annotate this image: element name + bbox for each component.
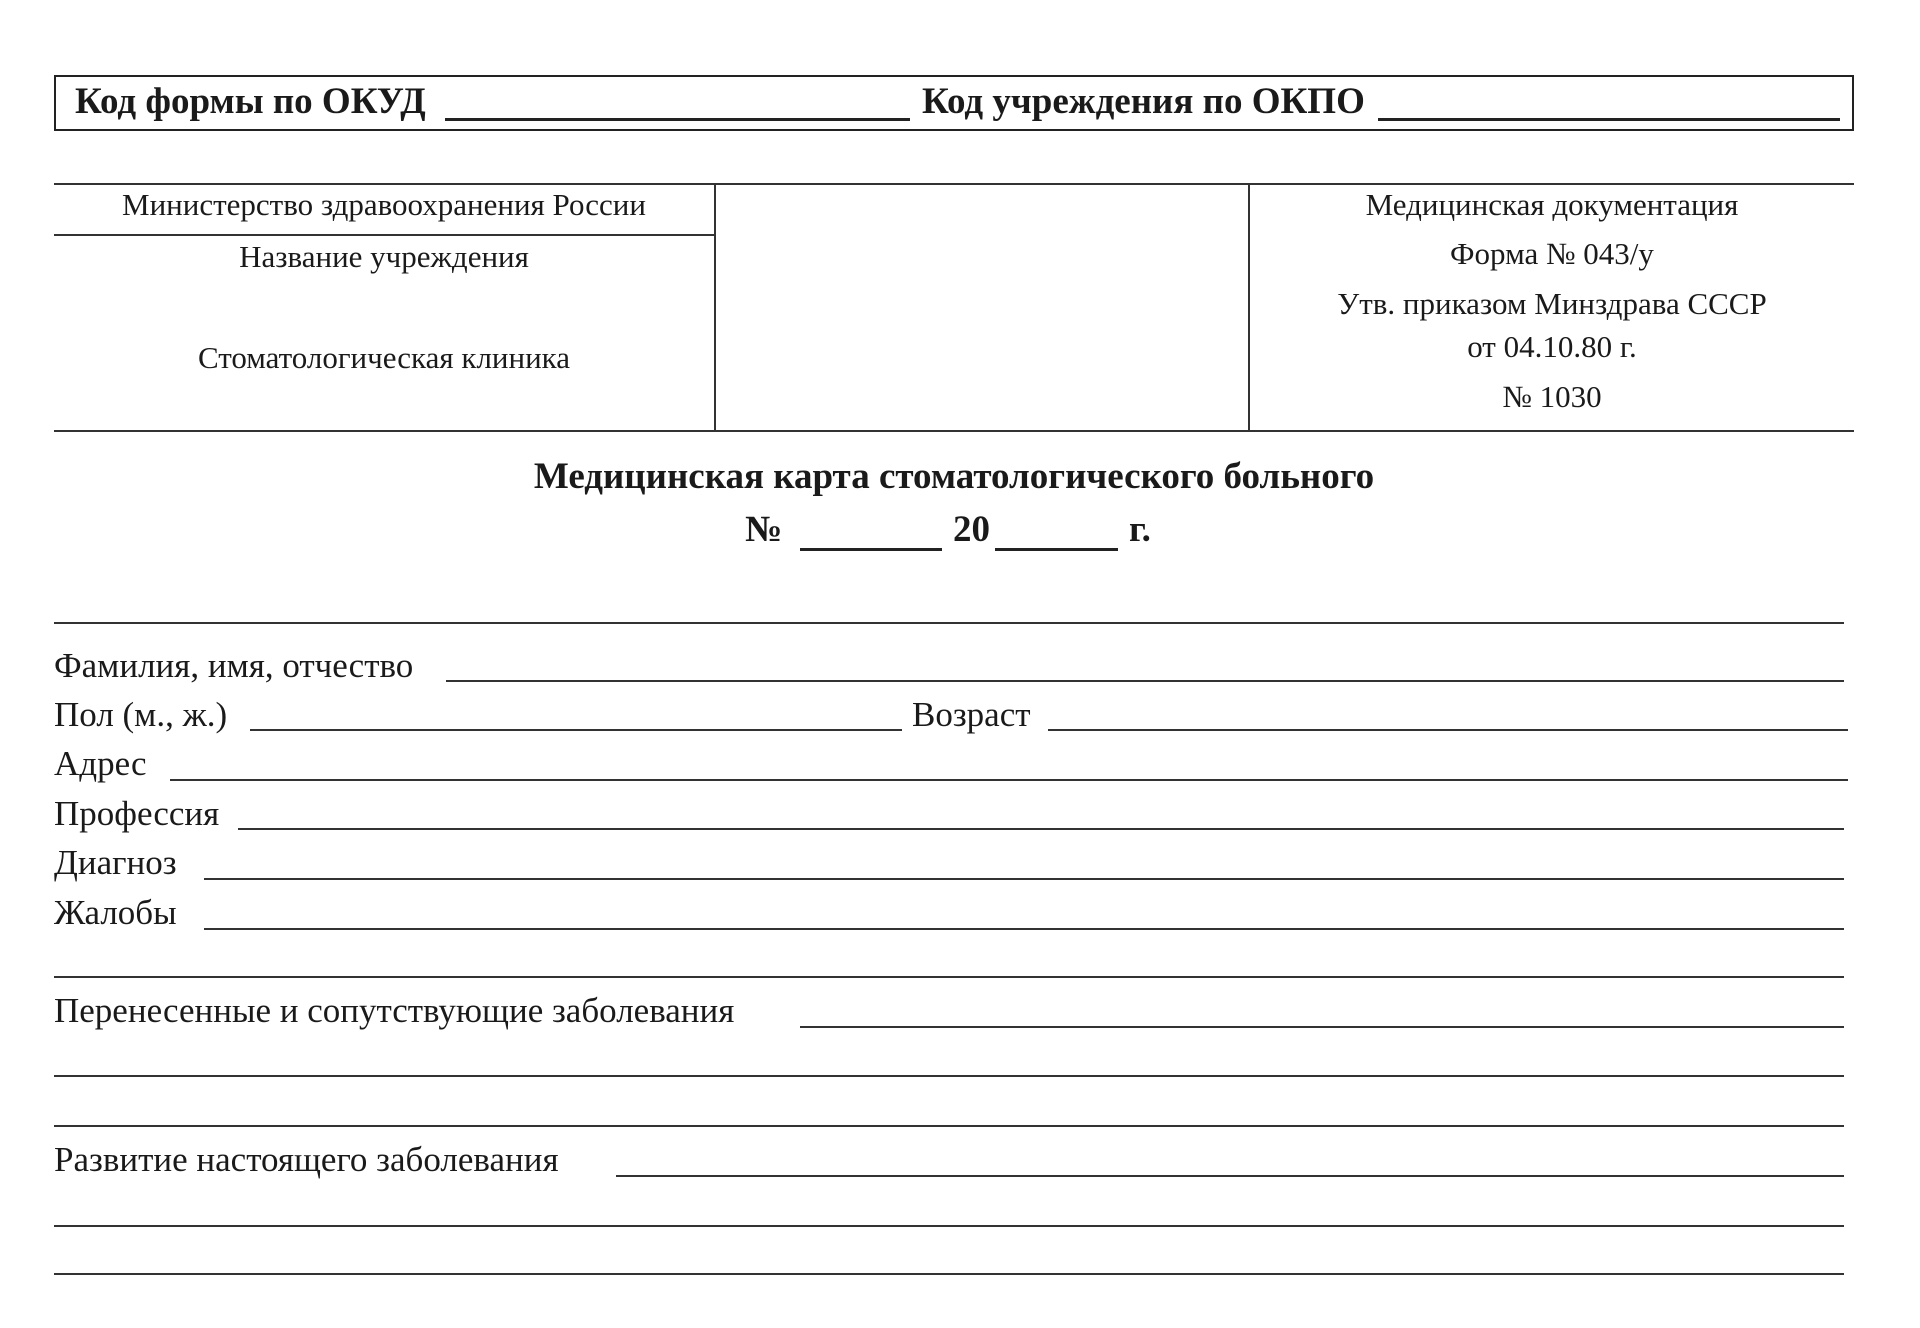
year-suffix: г. bbox=[1129, 509, 1151, 550]
address-label: Адрес bbox=[54, 744, 147, 783]
institution-name-value: Стоматологическая клиника bbox=[197, 340, 571, 375]
page-title: Медицинская карта стоматологического больного bbox=[533, 456, 1375, 497]
med-doc-text: Медицинская документация bbox=[1365, 187, 1739, 222]
year-prefix: 20 bbox=[953, 509, 990, 550]
past-diseases-continuation-line-2[interactable] bbox=[54, 1125, 1844, 1127]
complaints-input-line[interactable] bbox=[204, 928, 1844, 930]
profession-label: Профессия bbox=[54, 794, 220, 833]
okud-label: Код формы по ОКУД bbox=[75, 81, 426, 122]
order-number: № 1030 bbox=[1502, 379, 1602, 414]
past-diseases-label: Перенесенные и сопутствующие заболевания bbox=[54, 991, 735, 1030]
current-disease-input-line[interactable] bbox=[616, 1175, 1844, 1177]
profession-input-line[interactable] bbox=[238, 828, 1844, 830]
diagnosis-label: Диагноз bbox=[54, 843, 177, 882]
okud-input-line[interactable] bbox=[445, 118, 910, 121]
approved-line-1: Утв. приказом Минздрава СССР bbox=[1337, 286, 1767, 321]
okpo-label: Код учреждения по ОКПО bbox=[922, 81, 1365, 122]
approved-line-2: от 04.10.80 г. bbox=[1467, 329, 1637, 364]
okpo-input-line[interactable] bbox=[1378, 118, 1840, 121]
sex-input-line[interactable] bbox=[250, 729, 902, 731]
header-top-border bbox=[54, 183, 1854, 185]
form-number: Форма № 043/у bbox=[1450, 236, 1654, 271]
current-disease-continuation-line-1[interactable] bbox=[54, 1225, 1844, 1227]
ministry-text: Министерство здравоохранения России bbox=[122, 187, 646, 222]
age-label: Возраст bbox=[912, 695, 1031, 734]
institution-name-label: Название учреждения bbox=[239, 239, 529, 274]
fio-input-line[interactable] bbox=[446, 680, 1844, 682]
blank-line-1[interactable] bbox=[54, 622, 1844, 624]
year-input[interactable] bbox=[995, 548, 1118, 551]
fio-label: Фамилия, имя, отчество bbox=[54, 646, 414, 685]
current-disease-continuation-line-2[interactable] bbox=[54, 1273, 1844, 1275]
current-disease-label: Развитие настоящего заболевания bbox=[54, 1140, 559, 1179]
header-bottom-border bbox=[54, 430, 1854, 432]
header-left-divider bbox=[54, 234, 714, 236]
past-diseases-input-line[interactable] bbox=[800, 1026, 1844, 1028]
complaints-continuation-line[interactable] bbox=[54, 976, 1844, 978]
past-diseases-continuation-line-1[interactable] bbox=[54, 1075, 1844, 1077]
card-number-sign: № bbox=[745, 509, 783, 550]
header-col-divider-1 bbox=[714, 183, 716, 431]
age-input-line[interactable] bbox=[1048, 729, 1848, 731]
complaints-label: Жалобы bbox=[54, 893, 177, 932]
card-number-input[interactable] bbox=[800, 548, 942, 551]
diagnosis-input-line[interactable] bbox=[204, 878, 1844, 880]
sex-label: Пол (м., ж.) bbox=[54, 695, 228, 734]
address-input-line[interactable] bbox=[170, 779, 1848, 781]
